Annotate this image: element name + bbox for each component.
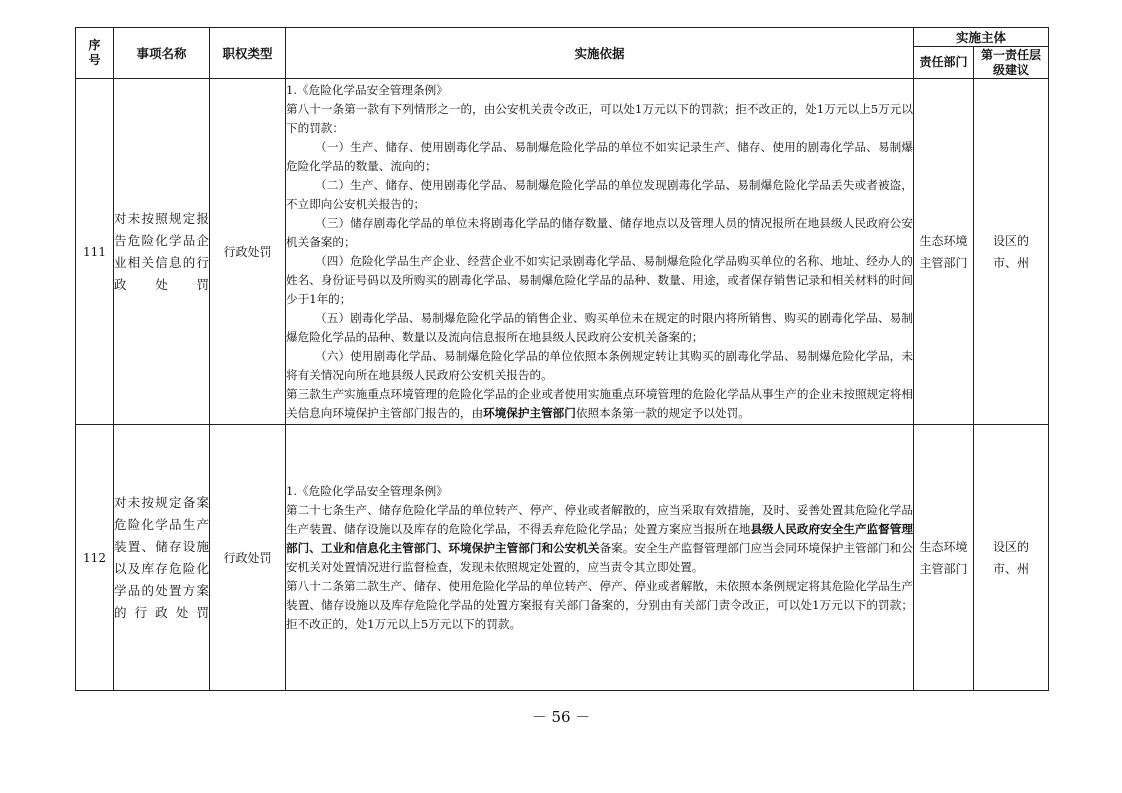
basis-line bbox=[286, 385, 913, 423]
implementation-basis bbox=[286, 79, 914, 425]
enforcement-table bbox=[75, 27, 1049, 691]
header-seq: 序号 bbox=[76, 28, 114, 79]
responsible-dept: 生态环境主管部门 bbox=[914, 79, 974, 425]
row-number: 111 bbox=[76, 79, 114, 425]
basis-line: （六）使用剧毒化学品、易制爆危险化学品的单位依照本条例规定转让其购买的剧毒化学品、易制爆危险化学品，未将有关情况向所在地县级人民政府公安机关报告的。 bbox=[286, 348, 913, 382]
responsibility-level: 设区的市、州 bbox=[974, 79, 1049, 425]
header-subject: 实施主体 bbox=[914, 28, 1049, 47]
header-level: 第一责任层级建议 bbox=[974, 47, 1049, 79]
header-dept: 责任部门 bbox=[914, 47, 974, 79]
item-name: 对未按照规定报告危险化学品企业相关信息的行政处罚 bbox=[114, 79, 210, 425]
basis-emphasis: 县级人民政府安全生产监督管理部门、工业和信息化主管部门、环境保护主管部门和公安机关 bbox=[286, 521, 913, 555]
basis-emphasis: 环境保护主管部门 bbox=[483, 405, 576, 420]
basis-line: 第八十二条第二款生产、储存、使用危险化学品的单位转产、停产、停业或者解散，未依照本条例规定将其危险化学品生产装置、储存设施以及库存危险化学品的处置方案报有关部门备案的，分别由有关部门责令改正，可以处1万元以下的罚款；拒不改正的，处1万元以上5万元以下的罚款。 bbox=[286, 578, 913, 631]
basis-text: 第二十七条生产、储存危险化学品的单位转产、停产、停业或者解散的，应当采取有效措施，及时、妥善处置其危险化学品生产装置、储存设施以及库存的危险化学品，不得丢弃危险化学品；处置方案应当报所在地 bbox=[286, 502, 913, 536]
table-row bbox=[76, 79, 1049, 425]
header-item-name: 事项名称 bbox=[114, 28, 210, 79]
header-basis: 实施依据 bbox=[286, 28, 914, 79]
basis-line: 1.《危险化学品安全管理条例》 bbox=[286, 483, 448, 498]
basis-line bbox=[286, 501, 913, 577]
table-row bbox=[76, 425, 1049, 691]
power-type: 行政处罚 bbox=[210, 425, 286, 691]
basis-text: 依照本条第一款的规定予以处罚。 bbox=[575, 405, 750, 420]
header-row bbox=[76, 28, 1049, 47]
item-name: 对未按规定备案危险化学品生产装置、储存设施以及库存危险化学品的处置方案的行政处罚 bbox=[114, 425, 210, 691]
basis-line: （三）储存剧毒化学品的单位未将剧毒化学品的储存数量、储存地点以及管理人员的情况报所在地县级人民政府公安机关备案的； bbox=[286, 215, 913, 249]
basis-line: （一）生产、储存、使用剧毒化学品、易制爆危险化学品的单位不如实记录生产、储存、使用的剧毒化学品、易制爆危险化学品的数量、流向的； bbox=[286, 139, 913, 173]
responsibility-level: 设区的市、州 bbox=[974, 425, 1049, 691]
header-power-type: 职权类型 bbox=[210, 28, 286, 79]
basis-text: 第三款生产实施重点环境管理的危险化学品的企业或者使用实施重点环境管理的危险化学品从事生产的企业未按照规定将相关信息向环境保护主管部门报告的，由 bbox=[286, 386, 913, 420]
basis-line: 1.《危险化学品安全管理条例》 bbox=[286, 82, 448, 97]
basis-line: （四）危险化学品生产企业、经营企业不如实记录剧毒化学品、易制爆危险化学品购买单位的名称、地址、经办人的姓名、身份证号码以及所购买的剧毒化学品、易制爆危险化学品的品种、数量、用途，或者保存销售记录和相关材料的时间少于1年的； bbox=[286, 253, 913, 306]
basis-line: （二）生产、储存、使用剧毒化学品、易制爆危险化学品的单位发现剧毒化学品、易制爆危险化学品丢失或者被盗，不立即向公安机关报告的； bbox=[286, 177, 913, 211]
page-number: － 56 － bbox=[531, 708, 591, 726]
basis-line: 第八十一条第一款有下列情形之一的，由公安机关责令改正，可以处1万元以下的罚款；拒不改正的，处1万元以上5万元以下的罚款： bbox=[286, 101, 913, 135]
responsible-dept: 生态环境主管部门 bbox=[914, 425, 974, 691]
basis-line: （五）剧毒化学品、易制爆危险化学品的销售企业、购买单位未在规定的时限内将所销售、购买的剧毒化学品、易制爆危险化学品的品种、数量以及流向信息报所在地县级人民政府公安机关备案的； bbox=[286, 310, 913, 344]
basis-text: 备案。安全生产监督管理部门应当会同环境保护主管部门和公安机关对处置情况进行监督检查，发现未依照规定处置的，应当责令其立即处置。 bbox=[286, 540, 913, 574]
power-type: 行政处罚 bbox=[210, 79, 286, 425]
row-number: 112 bbox=[76, 425, 114, 691]
implementation-basis bbox=[286, 425, 914, 691]
